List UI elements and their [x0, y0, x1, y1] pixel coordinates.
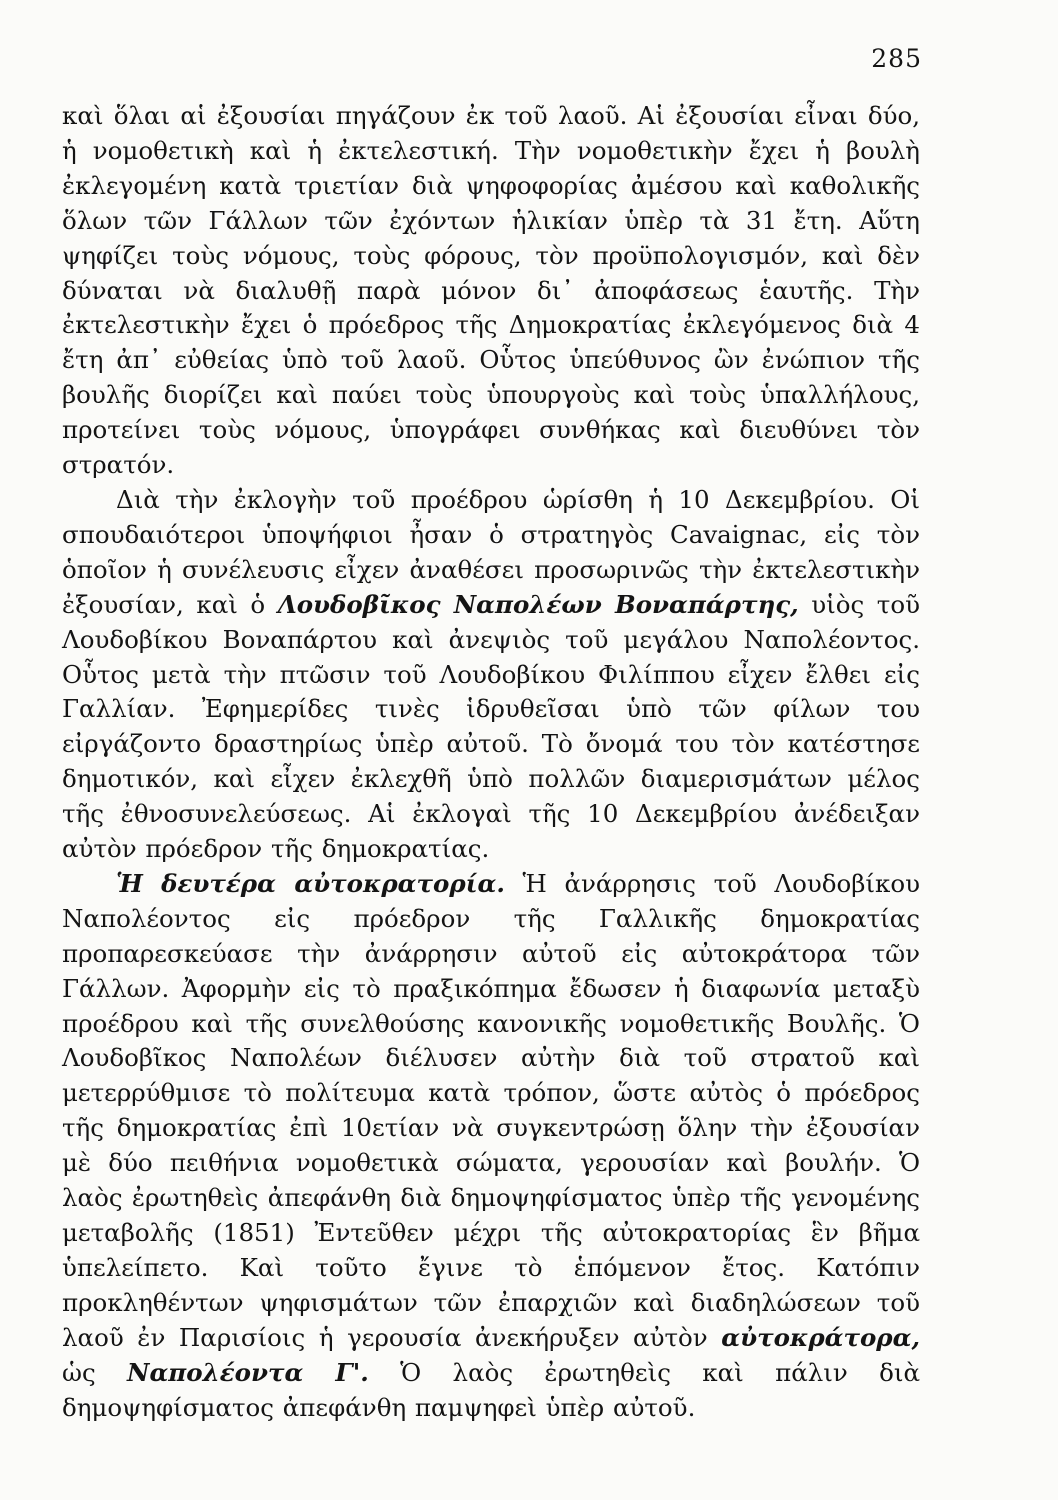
paragraph-text: ὡς	[62, 1357, 128, 1387]
text-body	[62, 99, 920, 1425]
paragraph	[62, 483, 920, 867]
section-heading: Ἡ δευτέρα αὐτοκρατορία.	[116, 868, 505, 898]
page-number: 285	[871, 44, 922, 73]
paragraph	[62, 867, 920, 1426]
emphasized-name: Ναπολέοντα Γ'.	[127, 1357, 369, 1387]
paragraph	[62, 99, 920, 483]
paragraph-text: Ὁ λαὸς ἐρωτηθεὶς καὶ πάλιν διὰ δημοψηφίσματος ἀπεφάνθη παμψηφεὶ ὑπὲρ αὐτοῦ.	[62, 1357, 920, 1422]
paragraph-text: Διὰ τὴν ἐκλογὴν τοῦ προέδρου ὡρίσθη ἡ 10 Δεκεμβρίου. Οἱ σπουδαιότεροι ὑποψήφιοι ἦσαν ὁ στρατηγὸς Cavaignac, εἰς τὸν ὁποῖον ἡ συνέλευσις εἶχεν ἀναθέσει προσωρινῶς τὴν ἐκτελεστικὴν ἐξουσίαν, καὶ ὁ	[62, 484, 920, 619]
emphasized-term: αὐτοκράτορα,	[721, 1322, 920, 1352]
paragraph-text: Ἡ ἀνάρρησις τοῦ Λουδοβίκου Ναπολέοντος εἰς πρόεδρον τῆς Γαλλικῆς δημοκρατίας προπαρεσκεύασε τὴν ἀνάρρησιν αὐτοῦ εἰς αὐτοκράτορα τῶν Γάλλων. Ἀφορμὴν εἰς τὸ πραξικόπημα ἔδωσεν ἡ διαφωνία μεταξὺ προέδρου καὶ τῆς συνελθούσης κανονικῆς νομοθετικῆς Βουλῆς. Ὁ Λουδοβῖκος Ναπολέων διέλυσεν αὐτὴν διὰ τοῦ στρατοῦ καὶ μετερρύθμισε τὸ πολίτευμα κατὰ τρόπον, ὥστε αὐτὸς ὁ πρόεδρος τῆς δημοκρατίας ἐπὶ 10ετίαν νὰ συγκεντρώσῃ ὅλην τὴν ἐξουσίαν μὲ δύο πειθήνια νομοθετικὰ σώματα, γερουσίαν καὶ βουλήν. Ὁ λαὸς ἐρωτηθεὶς ἀπεφάνθη διὰ δημοψηφίσματος ὑπὲρ τῆς γενομένης μεταβολῆς (1851) Ἐντεῦθεν μέχρι τῆς αὐτοκρατορίας ἓν βῆμα ὑπελείπετο. Καὶ τοῦτο ἔγινε τὸ ἑπόμενον ἔτος. Κατόπιν προκληθέντων ψηφισμάτων τῶν ἐπαρχιῶν καὶ διαδηλώσεων τοῦ λαοῦ ἐν Παρισίοις ἡ γερουσία ἀνεκήρυξεν αὐτὸν	[62, 868, 920, 1352]
paragraph-text: υἱὸς τοῦ Λουδοβίκου Βοναπάρτου καὶ ἀνεψιὸς τοῦ μεγάλου Ναπολέοντος. Οὗτος μετὰ τὴν πτῶσιν τοῦ Λουδοβίκου Φιλίππου εἶχεν ἔλθει εἰς Γαλλίαν. Ἐφημερίδες τινὲς ἱδρυθεῖσαι ὑπὸ τῶν φίλων του εἰργάζοντο δραστηρίως ὑπὲρ αὐτοῦ. Τὸ ὄνομά του τὸν κατέστησε δημοτικόν, καὶ εἶχεν ἐκλεχθῆ ὑπὸ πολλῶν διαμερισμάτων μέλος τῆς ἐθνοσυνελεύσεως. Αἱ ἐκλογαὶ τῆς 10 Δεκεμβρίου ἀνέδειξαν αὐτὸν πρόεδρον τῆς δημοκρατίας.	[62, 589, 920, 864]
emphasized-name: Λουδοβῖκος Ναπολέων Βοναπάρτης,	[277, 589, 799, 619]
paragraph-text: καὶ ὅλαι αἱ ἐξουσίαι πηγάζουν ἐκ τοῦ λαοῦ. Αἱ ἐξουσίαι εἶναι δύο, ἡ νομοθετικὴ καὶ ἡ ἐκτελεστική. Τὴν νομοθετικὴν ἔχει ἡ βουλὴ ἐκλεγομένη κατὰ τριετίαν διὰ ψηφοφορίας ἀμέσου καὶ καθολικῆς ὅλων τῶν Γάλλων τῶν ἐχόντων ἡλικίαν ὑπὲρ τὰ 31 ἔτη. Αὕτη ψηφίζει τοὺς νόμους, τοὺς φόρους, τὸν προϋπολογισμόν, καὶ δὲν δύναται νὰ διαλυθῇ παρὰ μόνον δι᾽ ἀποφάσεως ἑαυτῆς. Τὴν ἐκτελεστικὴν ἔχει ὁ πρόεδρος τῆς Δημοκρατίας ἐκλεγόμενος διὰ 4 ἔτη ἀπ᾽ εὐθείας ὑπὸ τοῦ λαοῦ. Οὗτος ὑπεύθυνος ὢν ἐνώπιον τῆς βουλῆς διορίζει καὶ παύει τοὺς ὑπουργοὺς καὶ τοὺς ὑπαλλήλους, προτείνει τοὺς νόμους, ὑπογράφει συνθήκας καὶ διευθύνει τὸν στρατόν.	[62, 101, 920, 480]
